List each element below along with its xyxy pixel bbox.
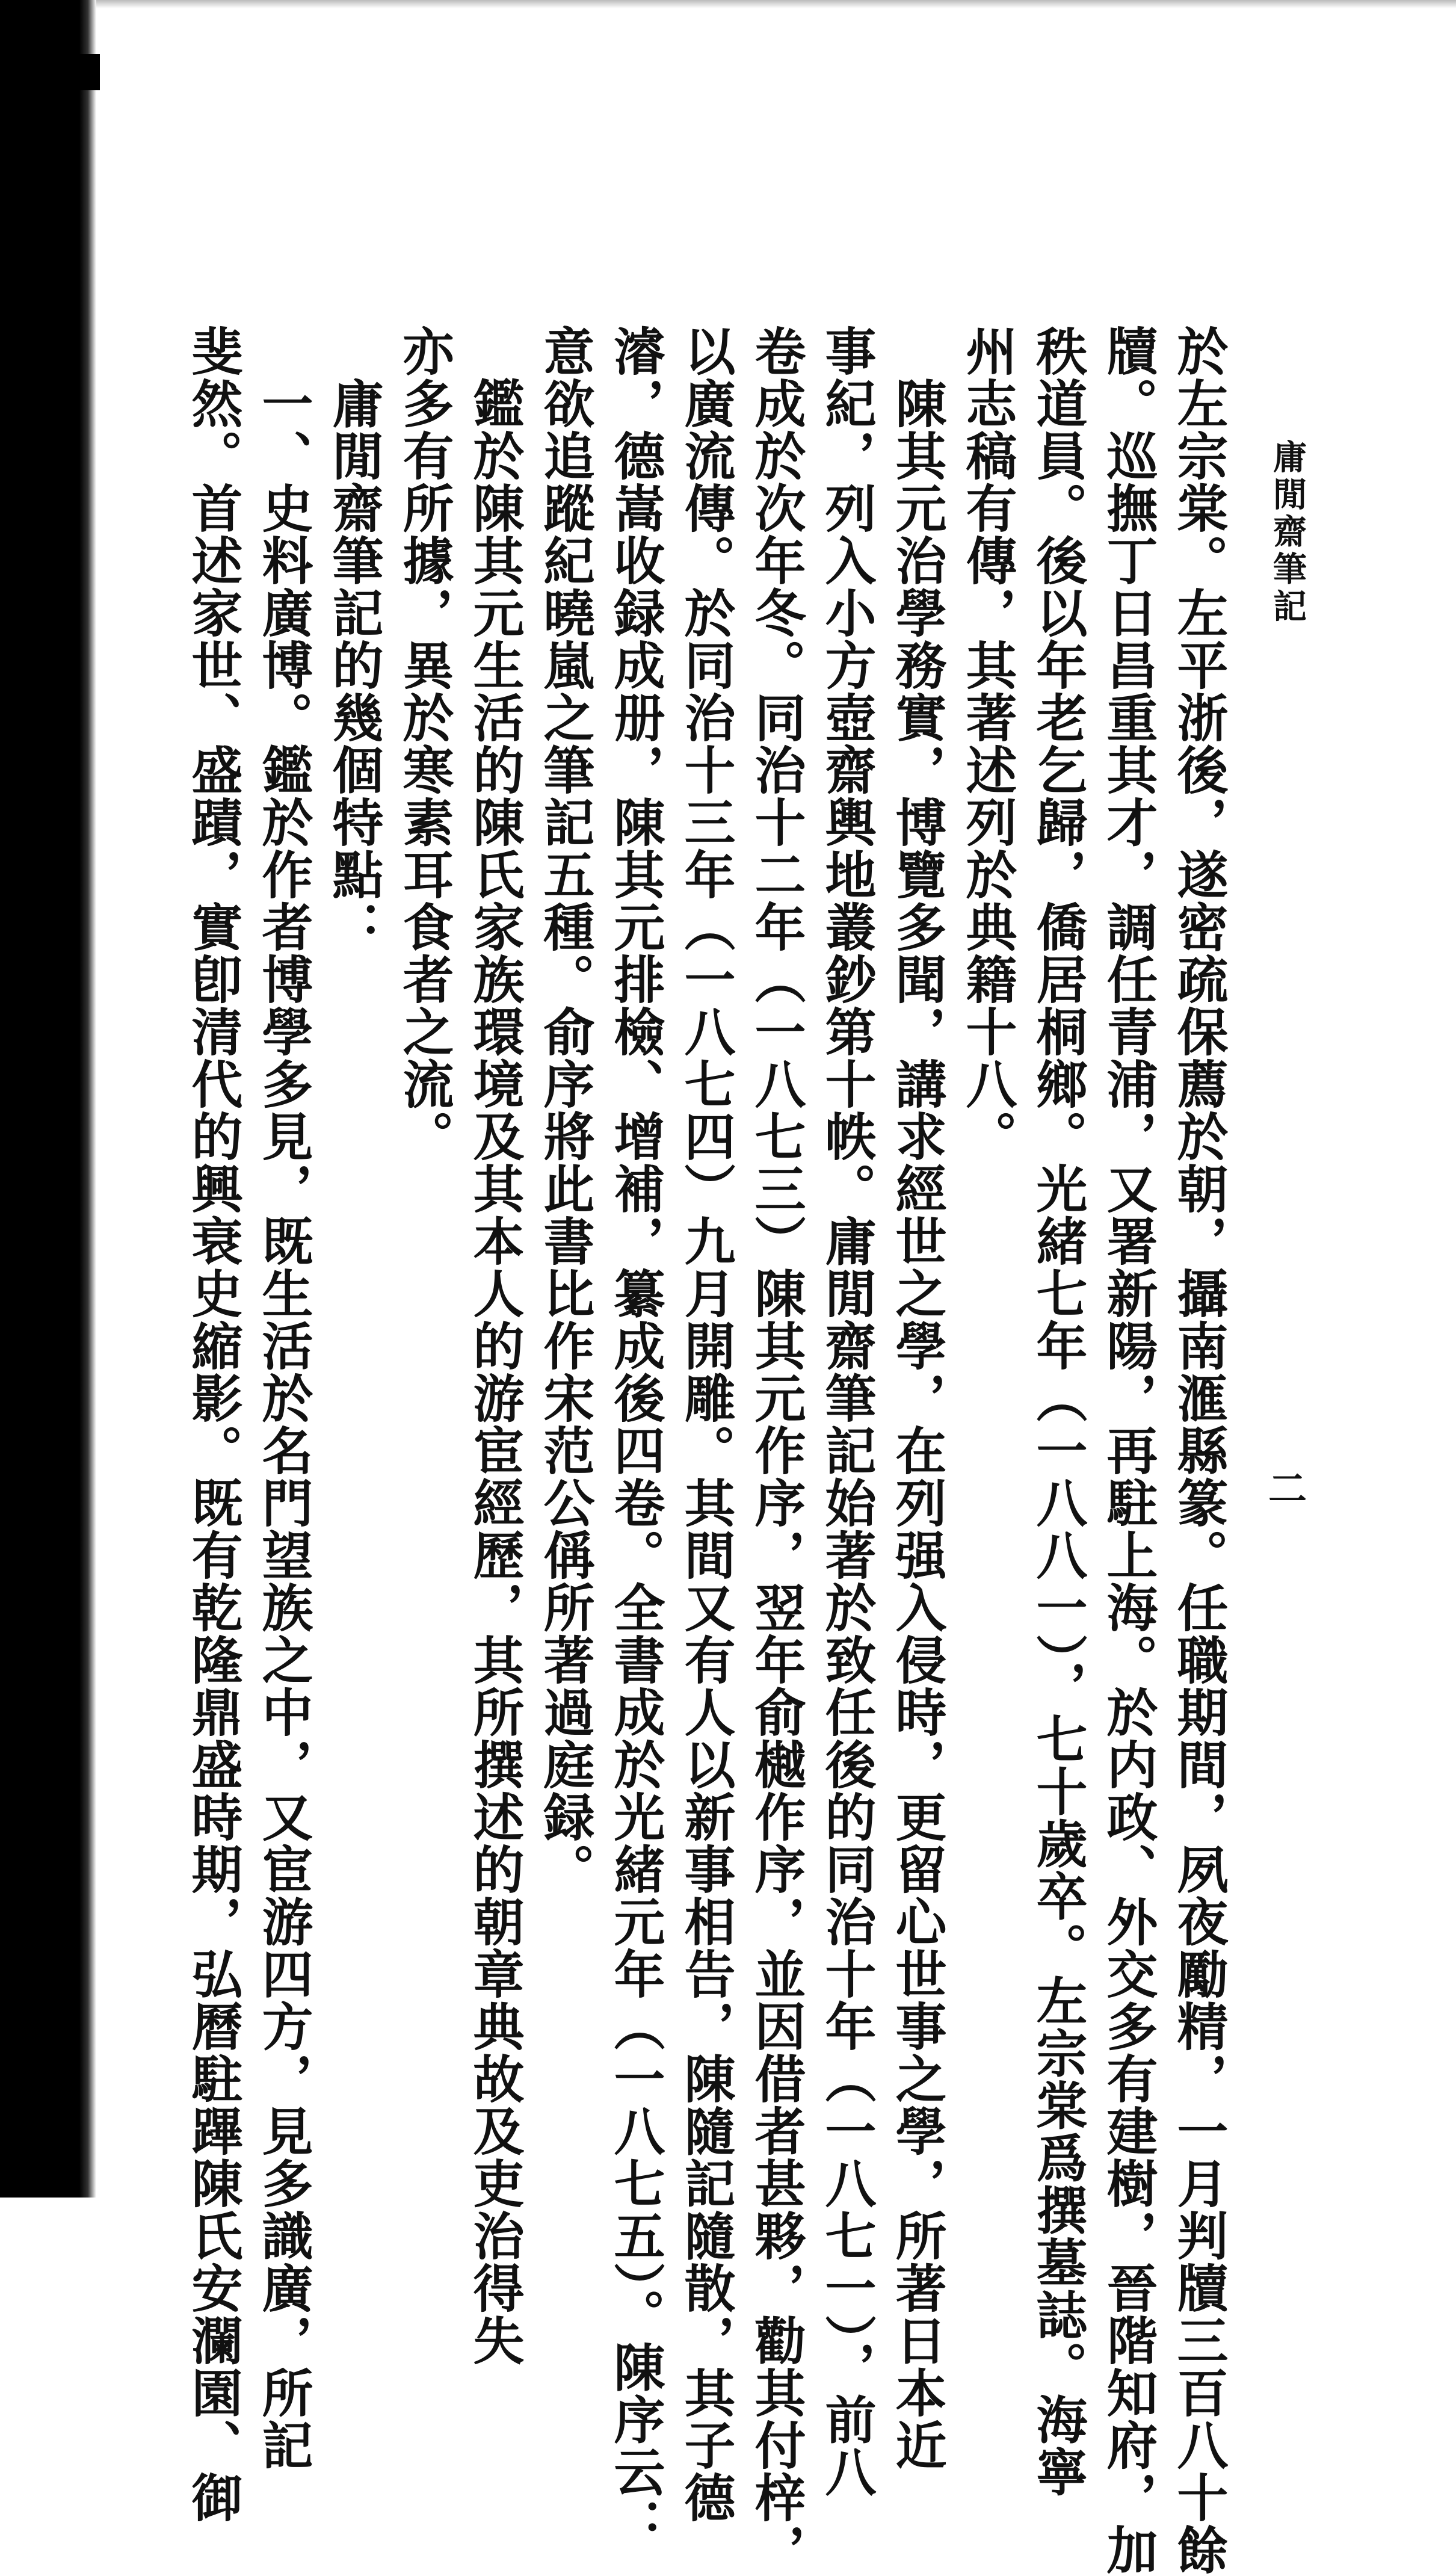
text-line: 斐然。首述家世、盛蹟，實卽清代的興衰史縮影。既有乾隆鼎盛時期，弘曆駐蹕陳氏安瀾園、御 [183,325,243,2524]
text-line: 事紀，列入小方壺齋輿地叢鈔第十帙。庸閒齋筆記始著於致任後的同治十年（一八七一），前八 [816,325,877,2498]
text-line: 秩道員。後以年老乞歸，僑居桐鄉。光緒七年（一八八一），七十歲卒。左宗棠爲撰墓誌。海寧 [1028,325,1088,2498]
text-line: 以廣流傳。於同治十三年（一八七四）九月開雕。其間又有人以新事相告，陳隨記隨散，其子德 [676,325,736,2524]
binding-notch [79,54,100,90]
page-body [177,325,1233,2576]
book-binding-shadow [0,0,96,2198]
text-line: 牘。巡撫丁日昌重其才，調任青浦，又署新陽，再駐上海。於内政、外交多有建樹，晉階知府，加 [1098,325,1158,2576]
text-line: 卷成於次年冬。同治十二年（一八七三）陳其元作序，翌年俞樾作序，並因借者甚夥，勸其付梓， [746,325,806,2576]
text-line: 一、史料廣博。鑑於作者博學多見，既生活於名門望族之中，又宦游四方，見多識廣，所記 [253,325,313,2471]
text-line: 陳其元治學務實，博覽多聞，講求經世之學，在列强入侵時，更留心世事之學，所著日本近 [887,325,947,2471]
text-line: 意欲追蹤紀曉嵐之筆記五種。俞序將此書比作宋范公偁所著過庭録。 [535,325,595,1895]
text-line: 於左宗棠。左平浙後，遂密疏保薦於朝，攝南滙縣篆。任職期間，夙夜勵精，一月判牘三百八十餘 [1168,325,1229,2576]
text-line: 州志稿有傳，其著述列於典籍十八。 [957,325,1017,1163]
page-number: 二 [1262,1468,1307,1507]
text-line: 庸閒齋筆記的幾個特點： [324,325,384,953]
text-line: 鑑於陳其元生活的陳氏家族環境及其本人的游宦經歷，其所撰述的朝章典故及吏治得失 [464,325,525,2367]
text-line: 濬，德嵩收録成册，陳其元排檢、增補，纂成後四卷。全書成於光緒元年（一八七五）。陳序云： [605,325,665,2551]
text-line: 亦多有所據，異於寒素耳食者之流。 [394,325,454,1163]
running-head: 庸閒齋筆記 [1268,439,1307,626]
scan-edge [96,0,1456,8]
